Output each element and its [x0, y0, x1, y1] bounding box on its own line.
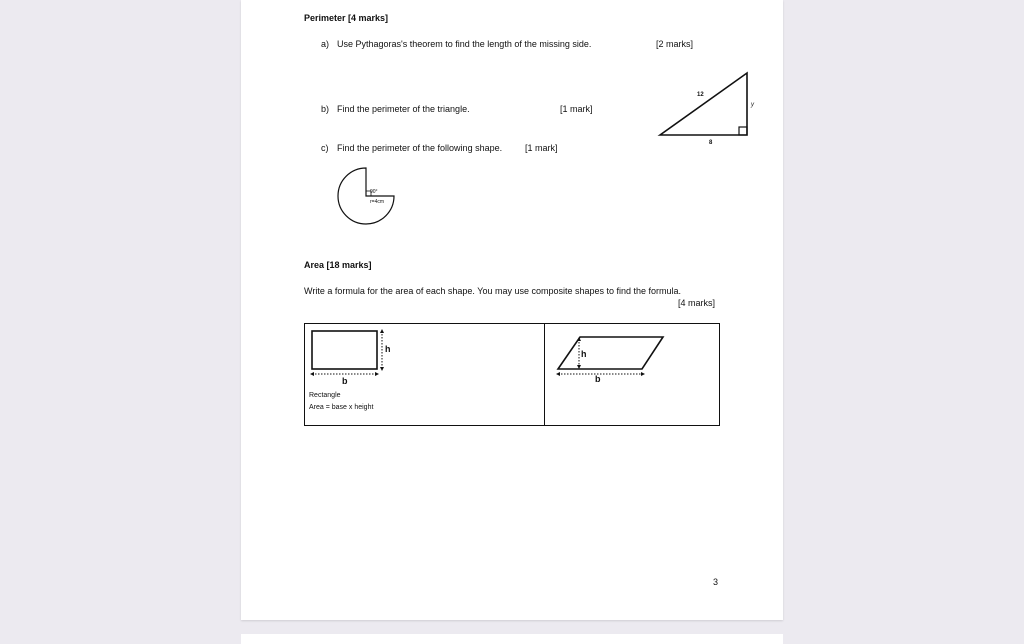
document-page: [241, 0, 783, 620]
rectangle-diagram: [309, 329, 399, 384]
question-c-text: Find the perimeter of the following shape.: [337, 143, 503, 153]
area-heading: Area [18 marks]: [304, 260, 372, 270]
next-page-edge: [241, 634, 783, 644]
triangle-hypotenuse-label: 12: [697, 92, 704, 98]
sector-diagram: [337, 168, 397, 228]
page-number: 3: [713, 577, 719, 587]
question-b-label: b): [321, 104, 330, 114]
area-shapes-table: [304, 323, 720, 426]
question-b-text: Find the perimeter of the triangle.: [337, 104, 470, 114]
question-a-marks: [2 marks]: [656, 39, 694, 49]
rectangle-height-label: h: [385, 344, 391, 354]
triangle-side-label: y: [751, 102, 754, 108]
sector-angle-label: 90°: [370, 189, 378, 195]
parallelogram-diagram: [555, 334, 675, 389]
area-marks: [4 marks]: [678, 298, 716, 308]
triangle-base-label: 8: [709, 140, 713, 146]
area-instruction: Write a formula for the area of each shape. You may use composite shapes to find the formula.: [304, 286, 682, 296]
rectangle-name: Rectangle: [309, 392, 341, 399]
perimeter-heading: Perimeter [4 marks]: [304, 13, 389, 23]
question-c-label: c): [321, 143, 329, 153]
parallelogram-base-label: b: [595, 374, 601, 384]
rectangle-formula: Area = base x height: [309, 404, 374, 411]
question-a-text: Use Pythagoras's theorem to find the length of the missing side.: [337, 39, 592, 49]
question-a-label: a): [321, 39, 330, 49]
rectangle-base-label: b: [342, 376, 348, 386]
question-b-marks: [1 mark]: [560, 104, 593, 114]
sector-radius-label: r=4cm: [370, 199, 385, 205]
table-divider: [544, 324, 545, 425]
question-c-marks: [1 mark]: [525, 143, 558, 153]
parallelogram-height-label: h: [581, 349, 587, 359]
